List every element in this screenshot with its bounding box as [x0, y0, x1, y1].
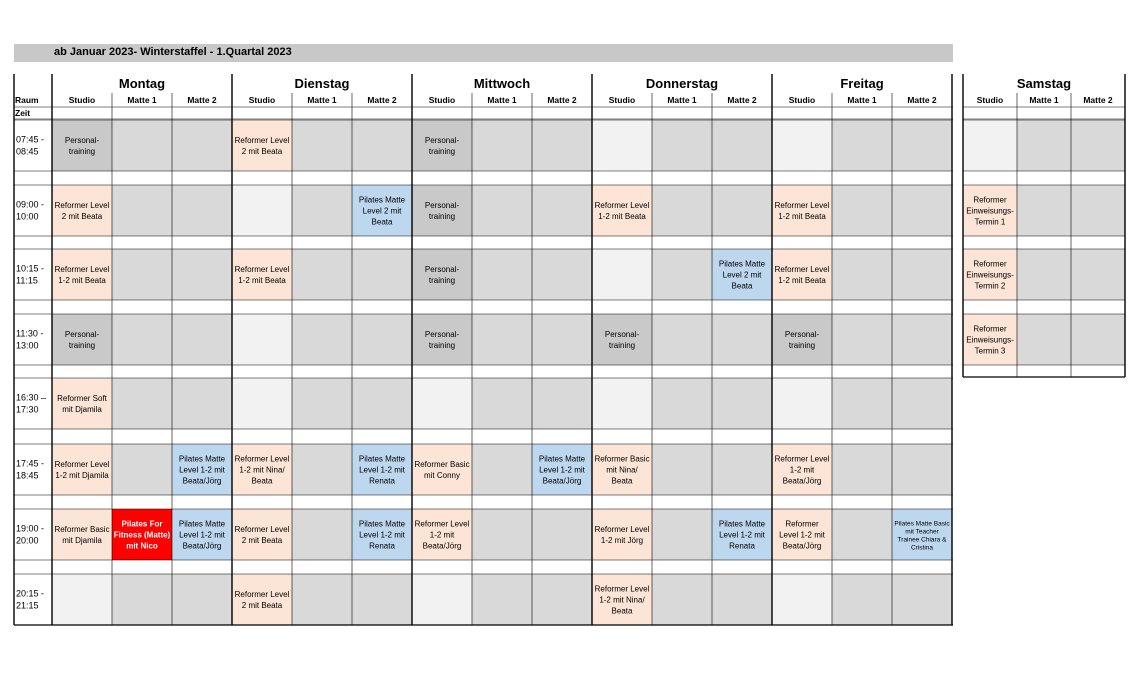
empty-cell — [652, 378, 712, 429]
class-label: Personal- — [64, 136, 100, 145]
class-label: mit Nico — [126, 541, 158, 551]
room-header: Matte 2 — [367, 95, 397, 105]
class-label: training — [428, 276, 456, 285]
class-label: Reformer Level — [774, 265, 830, 274]
class-label: Reformer Level — [774, 201, 830, 210]
empty-cell — [892, 185, 952, 236]
class-cell[interactable] — [412, 509, 472, 560]
class-cell[interactable] — [412, 444, 472, 495]
empty-cell — [652, 574, 712, 625]
empty-cell — [292, 444, 352, 495]
time-end: 10:00 — [16, 211, 39, 222]
time-start: 20:15 - — [16, 588, 45, 599]
class-cell-bg — [52, 120, 112, 171]
class-label: Fitness (Matte) — [113, 530, 171, 540]
class-label: Personal- — [604, 330, 640, 339]
class-label: Reformer — [973, 324, 1007, 334]
empty-cell — [832, 120, 892, 171]
class-cell-bg — [592, 314, 652, 365]
class-label: Reformer Level — [234, 590, 290, 599]
class-label: Level 1-2 mit — [719, 530, 765, 540]
class-label: Personal- — [424, 136, 460, 145]
room-header: Studio — [248, 95, 276, 105]
room-header: Matte 2 — [907, 95, 937, 105]
empty-cell — [1017, 249, 1071, 300]
class-label: Reformer Soft — [57, 394, 107, 403]
class-cell-bg — [232, 574, 292, 625]
class-label: Reformer Level — [234, 454, 290, 464]
empty-cell — [712, 444, 772, 495]
class-cell-bg — [772, 185, 832, 236]
class-label: Beata/Jörg — [782, 476, 822, 486]
class-label: Einweisungs- — [966, 206, 1014, 216]
class-cell-bg — [52, 249, 112, 300]
class-label: training — [788, 341, 816, 350]
class-cell[interactable] — [172, 509, 232, 560]
day-header: Mittwoch — [473, 76, 531, 91]
class-label: Reformer — [973, 259, 1007, 269]
class-label: Beata/Jörg — [422, 541, 462, 551]
empty-cell — [892, 120, 952, 171]
class-label: Pilates Matte — [718, 259, 766, 269]
class-label: Level 1-2 mit — [179, 465, 225, 475]
class-cell[interactable] — [772, 249, 832, 300]
class-cell-bg — [412, 120, 472, 171]
class-label: 2 mit Beata — [241, 601, 283, 610]
class-cell[interactable] — [963, 185, 1017, 236]
empty-cell — [352, 378, 412, 429]
class-label: Personal- — [784, 330, 820, 339]
empty-cell — [472, 249, 532, 300]
empty-cell — [232, 185, 292, 236]
class-label: Trainee Chiara & — [897, 536, 947, 544]
time-start: 10:15 - — [16, 263, 45, 274]
class-label: Beata/Jörg — [182, 541, 222, 551]
class-label: 1-2 mit — [789, 465, 815, 475]
empty-cell — [772, 574, 832, 625]
empty-cell — [652, 509, 712, 560]
class-label: 1-2 mit Beata — [598, 212, 646, 221]
class-label: 2 mit Beata — [241, 536, 283, 545]
room-header: Matte 2 — [547, 95, 577, 105]
empty-cell — [592, 120, 652, 171]
room-header: Studio — [608, 95, 636, 105]
class-label: 1-2 mit Nina/ — [239, 465, 285, 475]
empty-cell — [712, 378, 772, 429]
empty-cell — [592, 378, 652, 429]
empty-cell — [172, 574, 232, 625]
day-header: Freitag — [840, 76, 884, 91]
class-label: Einweisungs- — [966, 270, 1014, 280]
class-label: training — [68, 147, 96, 156]
class-label: Reformer Basic — [54, 525, 110, 534]
class-cell[interactable] — [592, 509, 652, 560]
empty-cell — [172, 378, 232, 429]
empty-cell — [112, 378, 172, 429]
empty-cell — [292, 574, 352, 625]
room-header: Matte 1 — [1029, 95, 1059, 105]
empty-cell — [472, 574, 532, 625]
class-cell-bg — [772, 314, 832, 365]
empty-cell — [1071, 314, 1125, 365]
class-label: 1-2 mit Beata — [58, 276, 106, 285]
class-cell[interactable] — [352, 444, 412, 495]
class-cell[interactable] — [52, 249, 112, 300]
class-label: 1-2 mit Nina/ — [599, 595, 645, 605]
class-label: Beata — [731, 281, 753, 291]
schedule-title: ab Januar 2023- Winterstaffel - 1.Quartal 2023 — [54, 46, 292, 58]
empty-cell — [652, 185, 712, 236]
empty-cell — [652, 249, 712, 300]
empty-cell — [892, 249, 952, 300]
empty-cell — [1017, 314, 1071, 365]
class-cell-bg — [52, 185, 112, 236]
class-label: Renata — [729, 541, 755, 551]
class-label: Termin 1 — [974, 217, 1006, 227]
class-label: Reformer Level — [234, 525, 290, 534]
empty-cell — [472, 444, 532, 495]
class-cell[interactable] — [963, 249, 1017, 300]
empty-cell — [1071, 249, 1125, 300]
empty-cell — [963, 120, 1017, 171]
empty-cell — [172, 185, 232, 236]
empty-cell — [592, 249, 652, 300]
class-cell[interactable] — [963, 314, 1017, 365]
class-label: Pilates Matte — [718, 519, 766, 529]
class-label: Renata — [369, 476, 395, 486]
class-label: training — [68, 341, 96, 350]
room-header: Studio — [788, 95, 816, 105]
class-label: Reformer Basic — [594, 454, 650, 464]
time-start: 17:45 - — [16, 458, 45, 469]
class-cell[interactable] — [412, 185, 472, 236]
empty-cell — [292, 378, 352, 429]
class-cell[interactable] — [52, 120, 112, 171]
class-label: Beata — [611, 606, 633, 616]
empty-cell — [832, 444, 892, 495]
class-label: training — [428, 147, 456, 156]
class-cell[interactable] — [532, 444, 592, 495]
time-end: 08:45 — [16, 146, 39, 157]
class-label: Level 1-2 mit — [359, 465, 405, 475]
class-label: Level 1-2 mit — [779, 530, 825, 540]
empty-cell — [832, 378, 892, 429]
empty-cell — [832, 249, 892, 300]
time-start: 16:30 – — [16, 392, 47, 403]
class-cell[interactable] — [232, 574, 292, 625]
empty-cell — [1071, 185, 1125, 236]
class-label: 1-2 mit Beata — [778, 212, 826, 221]
empty-cell — [832, 509, 892, 560]
empty-cell — [352, 120, 412, 171]
empty-cell — [172, 249, 232, 300]
class-label: training — [428, 212, 456, 221]
class-label: mit Teacher — [905, 528, 939, 536]
time-end: 13:00 — [16, 340, 39, 351]
class-label: Pilates Matte — [538, 454, 586, 464]
room-header: Matte 1 — [667, 95, 697, 105]
room-header: Matte 1 — [847, 95, 877, 105]
empty-cell — [172, 120, 232, 171]
empty-cell — [472, 378, 532, 429]
class-cell[interactable] — [772, 444, 832, 495]
class-label: Beata — [611, 476, 633, 486]
class-label: Level 1-2 mit — [179, 530, 225, 540]
class-cell-bg — [52, 378, 112, 429]
empty-cell — [412, 574, 472, 625]
empty-cell — [472, 120, 532, 171]
class-label: Personal- — [424, 201, 460, 210]
empty-cell — [712, 314, 772, 365]
time-end: 11:15 — [16, 275, 38, 286]
class-cell[interactable] — [172, 444, 232, 495]
class-label: Beata/Jörg — [182, 476, 222, 486]
class-label: Reformer Level — [774, 454, 830, 464]
zeit-label: Zeit — [15, 108, 31, 118]
empty-cell — [232, 314, 292, 365]
class-cell[interactable] — [352, 509, 412, 560]
empty-cell — [472, 185, 532, 236]
empty-cell — [112, 314, 172, 365]
empty-cell — [412, 378, 472, 429]
class-cell[interactable] — [232, 120, 292, 171]
day-header: Montag — [118, 76, 166, 91]
class-cell-bg — [592, 185, 652, 236]
empty-cell — [532, 378, 592, 429]
day-header: Donnerstag — [645, 76, 719, 91]
empty-cell — [352, 574, 412, 625]
class-cell[interactable] — [52, 509, 112, 560]
class-label: Beata/Jörg — [782, 541, 822, 551]
class-label: Beata — [251, 476, 273, 486]
class-cell-bg — [232, 509, 292, 560]
class-label: Pilates Matte — [358, 454, 406, 464]
empty-cell — [712, 185, 772, 236]
class-label: Reformer Basic — [414, 460, 470, 469]
empty-cell — [712, 574, 772, 625]
class-cell[interactable] — [592, 314, 652, 365]
class-label: Pilates Matte Basic — [894, 520, 950, 528]
class-cell[interactable] — [52, 378, 112, 429]
class-label: Personal- — [424, 265, 460, 274]
class-label: mit Nina/ — [606, 465, 638, 475]
empty-cell — [52, 574, 112, 625]
class-cell[interactable] — [52, 314, 112, 365]
class-cell[interactable] — [772, 314, 832, 365]
class-label: 1-2 mit Beata — [778, 276, 826, 285]
class-label: Reformer — [785, 519, 819, 529]
day-header: Dienstag — [294, 76, 350, 91]
time-end: 17:30 — [16, 404, 39, 415]
raum-label: Raum — [15, 95, 39, 105]
class-cell[interactable] — [592, 574, 652, 625]
empty-cell — [1071, 120, 1125, 171]
class-label: Level 2 mit — [722, 270, 762, 280]
class-label: Renata — [369, 541, 395, 551]
empty-cell — [112, 185, 172, 236]
class-label: 1-2 mit — [429, 530, 455, 540]
empty-cell — [832, 574, 892, 625]
class-cell-bg — [412, 444, 472, 495]
time-start: 09:00 - — [16, 199, 45, 210]
empty-cell — [112, 574, 172, 625]
empty-cell — [532, 509, 592, 560]
empty-cell — [892, 444, 952, 495]
class-label: Beata/Jörg — [542, 476, 582, 486]
empty-cell — [712, 120, 772, 171]
class-label: Pilates Matte — [358, 519, 406, 529]
class-label: Pilates Matte — [178, 454, 226, 464]
room-header: Matte 2 — [727, 95, 757, 105]
empty-cell — [1017, 185, 1071, 236]
class-label: Reformer Level — [414, 519, 470, 529]
empty-cell — [232, 378, 292, 429]
class-label: 2 mit Beata — [241, 147, 283, 156]
class-label: Reformer Level — [54, 460, 110, 469]
room-header: Studio — [428, 95, 456, 105]
empty-cell — [832, 314, 892, 365]
empty-cell — [532, 249, 592, 300]
class-cell[interactable] — [52, 444, 112, 495]
room-header: Studio — [976, 95, 1004, 105]
empty-cell — [1017, 120, 1071, 171]
empty-cell — [352, 249, 412, 300]
class-label: Reformer Level — [234, 136, 290, 145]
class-label: 1-2 mit Beata — [238, 276, 286, 285]
class-cell[interactable] — [712, 249, 772, 300]
class-cell-bg — [772, 249, 832, 300]
class-label: mit Djamila — [62, 536, 102, 545]
empty-cell — [472, 314, 532, 365]
class-label: 1-2 mit Djamila — [55, 471, 109, 480]
empty-cell — [112, 249, 172, 300]
empty-cell — [652, 444, 712, 495]
class-label: Reformer — [973, 195, 1007, 205]
empty-cell — [292, 509, 352, 560]
class-cell[interactable] — [712, 509, 772, 560]
class-label: Beata — [371, 217, 393, 227]
class-label: 2 mit Beata — [61, 212, 103, 221]
time-start: 11:30 - — [16, 328, 44, 339]
time-start: 19:00 - — [16, 523, 45, 534]
class-label: Cristina — [910, 544, 934, 552]
class-label: Reformer Level — [594, 201, 650, 210]
class-label: Reformer Level — [54, 265, 110, 274]
empty-cell — [112, 444, 172, 495]
empty-cell — [292, 249, 352, 300]
class-label: Einweisungs- — [966, 335, 1014, 345]
class-label: Level 1-2 mit — [539, 465, 585, 475]
empty-cell — [532, 574, 592, 625]
room-header: Matte 2 — [187, 95, 217, 105]
class-cell-bg — [232, 249, 292, 300]
class-cell-bg — [412, 185, 472, 236]
day-header: Samstag — [1016, 76, 1072, 91]
class-cell-bg — [412, 314, 472, 365]
empty-cell — [892, 378, 952, 429]
class-cell[interactable] — [112, 509, 172, 560]
empty-cell — [532, 185, 592, 236]
room-header: Matte 2 — [1083, 95, 1113, 105]
class-cell[interactable] — [592, 185, 652, 236]
time-end: 21:15 — [16, 600, 39, 611]
empty-cell — [832, 185, 892, 236]
empty-cell — [292, 120, 352, 171]
empty-cell — [892, 574, 952, 625]
room-header: Matte 1 — [487, 95, 517, 105]
empty-cell — [172, 314, 232, 365]
class-cell[interactable] — [232, 509, 292, 560]
class-cell-bg — [232, 120, 292, 171]
class-cell-bg — [52, 509, 112, 560]
empty-cell — [652, 314, 712, 365]
class-cell[interactable] — [412, 249, 472, 300]
class-label: Pilates For — [121, 519, 163, 529]
class-label: 1-2 mit Jörg — [600, 536, 644, 545]
class-cell[interactable] — [592, 444, 652, 495]
empty-cell — [652, 120, 712, 171]
class-cell[interactable] — [232, 444, 292, 495]
class-label: Reformer Level — [54, 201, 110, 210]
empty-cell — [532, 314, 592, 365]
class-cell[interactable] — [772, 509, 832, 560]
class-cell[interactable] — [352, 185, 412, 236]
empty-cell — [292, 185, 352, 236]
class-label: Pilates Matte — [358, 195, 406, 205]
class-label: mit Conny — [423, 471, 461, 480]
class-label: Level 1-2 mit — [359, 530, 405, 540]
class-label: mit Djamila — [62, 405, 102, 414]
class-cell[interactable] — [892, 509, 952, 560]
class-cell-bg — [412, 249, 472, 300]
class-cell-bg — [52, 444, 112, 495]
class-label: Personal- — [424, 330, 460, 339]
class-label: Reformer Level — [594, 525, 650, 534]
class-label: Reformer Level — [234, 265, 290, 274]
class-label: Level 2 mit — [362, 206, 402, 216]
time-start: 07:45 - — [16, 134, 45, 145]
class-label: training — [608, 341, 636, 350]
class-cell[interactable] — [772, 185, 832, 236]
class-label: Termin 3 — [974, 346, 1006, 356]
empty-cell — [112, 120, 172, 171]
class-cell[interactable] — [52, 185, 112, 236]
class-label: Pilates Matte — [178, 519, 226, 529]
empty-cell — [532, 120, 592, 171]
room-header: Matte 1 — [307, 95, 337, 105]
time-end: 18:45 — [16, 470, 39, 481]
class-label: training — [428, 341, 456, 350]
time-end: 20:00 — [16, 535, 39, 546]
class-label: Reformer Level — [594, 584, 650, 594]
empty-cell — [292, 314, 352, 365]
empty-cell — [892, 314, 952, 365]
class-label: Personal- — [64, 330, 100, 339]
empty-cell — [472, 509, 532, 560]
class-cell[interactable] — [412, 314, 472, 365]
empty-cell — [352, 314, 412, 365]
empty-cell — [772, 120, 832, 171]
empty-cell — [772, 378, 832, 429]
class-cell[interactable] — [412, 120, 472, 171]
class-cell-bg — [592, 509, 652, 560]
class-cell[interactable] — [232, 249, 292, 300]
class-cell-bg — [52, 314, 112, 365]
room-header: Matte 1 — [127, 95, 157, 105]
class-label: Termin 2 — [974, 281, 1006, 291]
room-header: Studio — [68, 95, 96, 105]
